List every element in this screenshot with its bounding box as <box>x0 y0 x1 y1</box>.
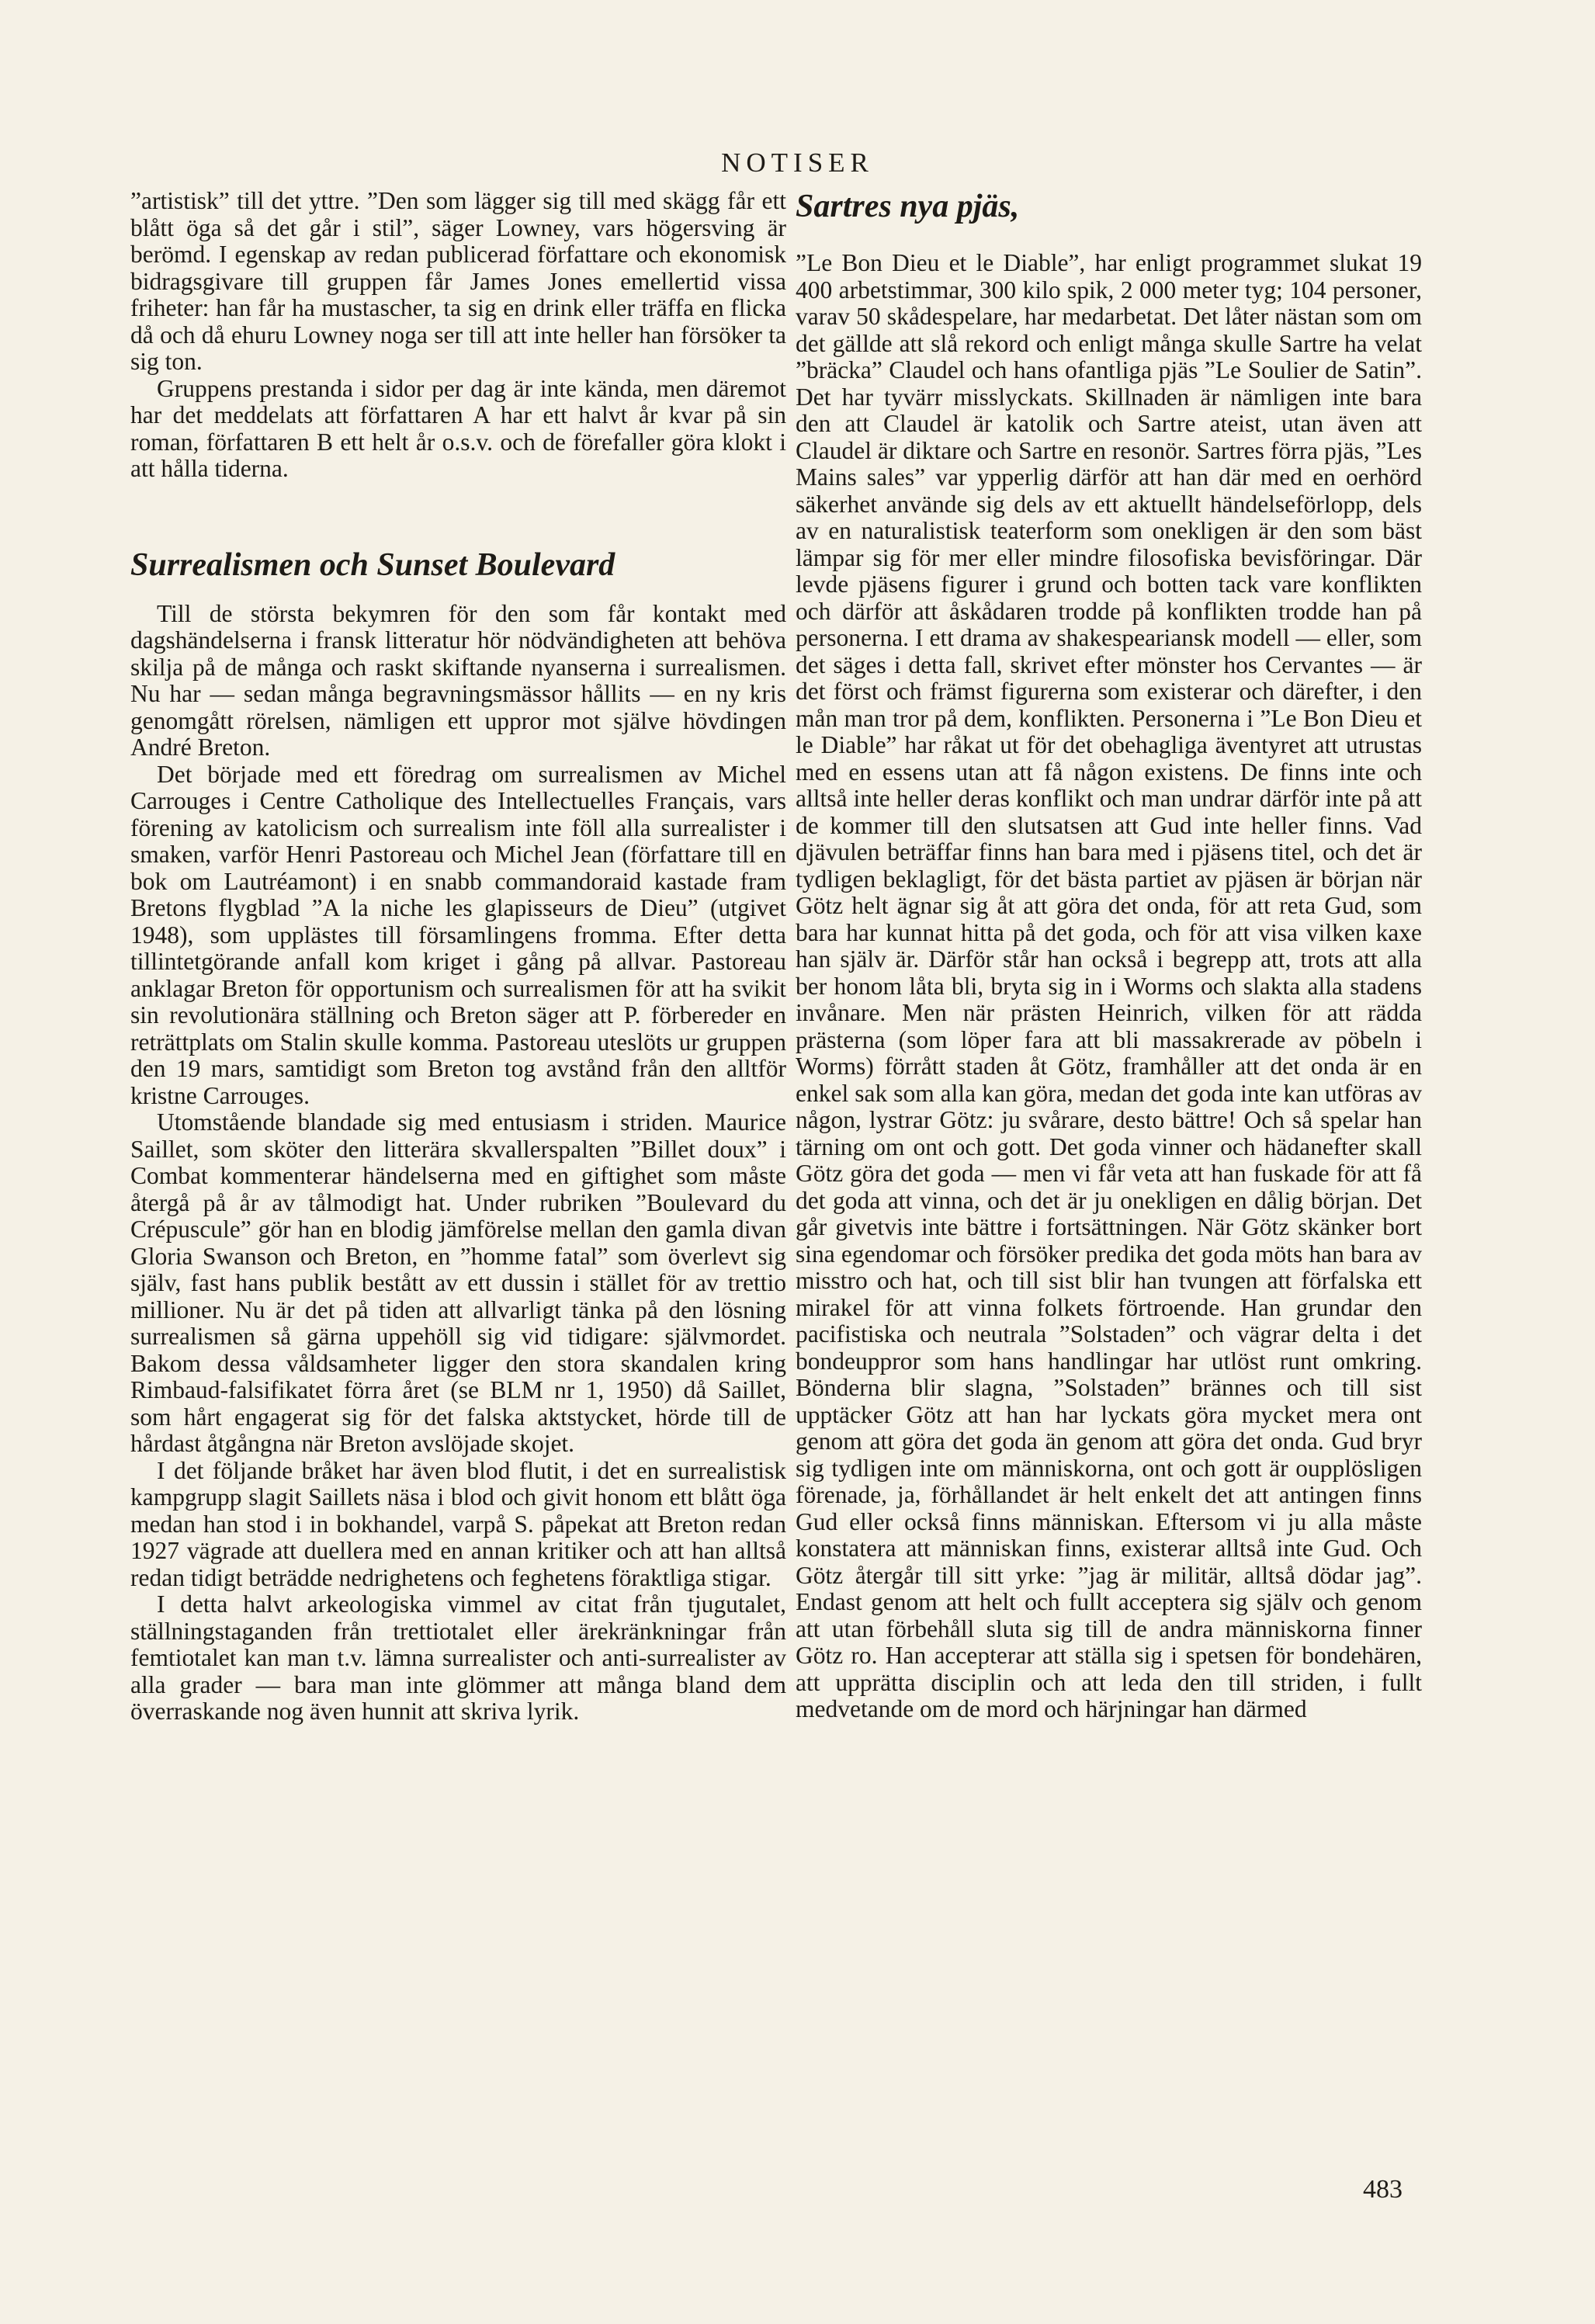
article-paragraph: I det följande bråket har även blod flutit, i det en surrealistisk kampgrupp slagit Saillets näsa i blod och givit honom ett blått öga medan han stod i in bokhandel, varpå S. påpekat att Breton redan 1927 vägrade att duellera med en annan kritiker och att han alltså redan tidigt beträdde nedrighetens och feghetens föraktliga stigar. <box>130 1456 786 1591</box>
article-paragraph: Det började med ett föredrag om surrealismen av Michel Carrouges i Centre Catholique des Intellectuelles Français, vars förening av katolicism och surrealism inte föll alla surrealister i smaken, varför Henri Pastoreau och Michel Jean (författare till en bok om Lautréamont) i en snabb commandoraid kastade fram Bretons flygblad ”A la niche les glapisseurs de Dieu” (utgivet 1948), som upplästes till församlingens fromma. Efter detta tillintetgörande anfall kom kriget i gång på allvar. Pastoreau anklagar Breton för opportunism och surrealismen för att ha svikit sin revolutionära ställning och Breton säger att P. förbereder en reträttplats om Stalin skulle komma. Pastoreau uteslöts ur gruppen den 19 mars, samtidigt som Breton tog avstånd från den alltför kristne Carrouges. <box>130 760 786 1109</box>
article-paragraph: Till de största bekymren för den som får kontakt med dagshändelserna i fransk litteratur hör nödvändigheten att behöva skilja på de många och raskt skiftande nyanserna i surrealismen. Nu har — sedan många begravningsmässor hållits — en ny kris genomgått rörelsen, nämligen ett uppror mot själve hövdingen André Breton. <box>130 599 786 761</box>
article-paragraph: I detta halvt arkeologiska vimmel av citat från tjugutalet, ställningstaganden från trettiotalet eller ärekränkningar från femtiotalet kan man t.v. lämna surrealister och anti-surrealister av alla grader — bara man inte glömmer att många bland dem överraskande nog även hunnit att skriva lyrik. <box>130 1590 786 1725</box>
article-paragraph: Utomstående blandade sig med entusiasm i striden. Maurice Saillet, som sköter den litterära skvallerspalten ”Billet doux” i Combat kommenterar händelserna med en giftighet som måste återgå på år av tålmodigt hat. Under rubriken ”Boulevard du Crépuscule” gör han en blodig jämförelse mellan den gamla divan Gloria Swanson och Breton, en ”homme fatal” som överlevt sig själv, fast hans publik bestått av ett dussin i stället för av trettio millioner. Nu är det på tiden att allvarligt tänka på den lösning surrealismen så gärna uppehöll sig vid tidigare: självmordet. Bakom dessa våldsamheter ligger den stora skandalen kring Rimbaud-falsifikatet förra året (se BLM nr 1, 1950) då Saillet, som hårt engagerat sig för det falska aktstycket, hörde till de hårdast åtgångna när Breton avslöjade skojet. <box>130 1108 786 1457</box>
article-paragraph: ”Le Bon Dieu et le Diable”, har enligt programmet slukat 19 400 arbetstimmar, 300 kilo spik, 2 000 meter tyg; 104 personer, varav 50 skådespelare, har medarbetat. Det låter nästan som om det gällde att slå rekord och enligt många skulle Sartre ha velat ”bräcka” Claudel och hans ofantliga pjäs ”Le Soulier de Satin”. Det har tyvärr misslyckats. Skillnaden är nämligen inte bara den att Claudel är katolik och Sartre ateist, utan även att Claudel är diktare och Sartre en resonör. Sartres förra pjäs, ”Les Mains sales” var ypperlig därför att han där med en oerhörd säkerhet använde sig dels av ett aktuellt händelseförlopp, dels av en naturalistisk teaterform som onekligen är den som bäst lämpar sig för mer eller mindre filosofiska bevisföringar. Där levde pjäsens figurer i grund och botten tack vare konflikten och därför att åskådaren trodde på konflikten trodde han på personerna. I ett drama av shakespeariansk modell — eller, som det säges i detta fall, skrivet efter mönster hos Cervantes — är det först och främst figurerna som existerar och därefter, i den mån man tror på dem, konflikten. Personerna i ”Le Bon Dieu et le Diable” har råkat ut för det obehagliga äventyret att utrustas med en essens utan att få någon existens. De finns inte och alltså inte heller deras konflikt och man undrar därför inte på att de kommer till den slutsatsen att Gud inte heller finns. Vad djävulen beträffar finns han bara med i pjäsens titel, och det är tydligen beklagligt, för det bästa partiet av pjäsen är början när Götz helt ägnar sig åt att göra det onda, för att reta Gud, som bara har kunnat hitta på det goda, och för att visa vilken kaxe han själv är. Därför står han också i begrepp att, trots att alla ber honom låta bli, bryta sig in i Worms och slakta alla stadens invånare. Men när prästen Heinrich, vilken för att rädda prästerna (som löper fara att bli massakrerade av pöbeln i Worms) förrått staden åt Götz, framhåller att det onda är en enkel sak som alla kan göra, medan det goda inte kan utföras av någon, lystrar Götz: ju svårare, desto bättre! Och så spelar han tärning om ont och gott. Det goda vinner och hädanefter skall Götz göra det goda — men vi får veta att han fuskade för att få det goda att vinna, och det är ju onekligen en dålig början. Det går givetvis inte bättre i fortsättningen. När Götz skänker bort sina egendomar och försöker predika det goda möts han bara av misstro och hat, och till sist blir han tvungen att förfalska ett mirakel för att vinna folkets förtroende. Han grundar den pacifistiska och neutrala ”Solstaden” och vägrar delta i det bondeuppror som hans handlingar har utlöst runt omkring. Bönderna blir slagna, ”Solstaden” brännes och till sist upptäcker Götz att han har lyckats göra mycket mera ont genom att göra det goda än genom att göra det onda. Gud bryr sig tydligen inte om människorna, ont och gott är oupplösligen förenade, ja, förhållandet är helt enkelt det att antingen finns Gud eller också finns människan. Eftersom vi ju alla måste konstatera att människan finns, existerar alltså inte Gud. Och Götz återgår till sitt yrke: ”jag är militär, alltså dödar jag”. Endast genom att helt och fullt acceptera sig själv och genom att utan förbehåll sluta sig till de andra människorna finner Götz ro. Han accepterar att ställa sig i spetsen för bondehären, att upprätta disciplin och att leda den till striden, i fullt medvetande om de mord och härjningar han därmed <box>796 249 1422 1722</box>
page-number: 483 <box>1363 2175 1403 2204</box>
right-column <box>796 188 1422 1723</box>
running-head: NOTISER <box>721 147 874 178</box>
intro-paragraph: Gruppens prestanda i sidor per dag är inte kända, men däremot har det meddelats att författaren A har ett halvt år kvar på sin roman, författaren B ett helt år o.s.v. och de förefaller göra klokt i att hålla tiderna. <box>130 374 786 482</box>
left-column <box>130 188 786 1726</box>
intro-paragraph: ”artistisk” till det yttre. ”Den som lägger sig till med skägg får ett blått öga så det går i stil”, säger Lowney, vars högersving är berömd. I egenskap av redan publicerad författare och ekonomisk bidragsgivare till gruppen får James Jones emellertid vissa friheter: han får ha mustascher, ta sig en drink eller träffa en flicka då och då ehuru Lowney noga ser till att inte heller han försöker ta sig ton. <box>130 187 786 375</box>
section-heading-sartre: Sartres nya pjäs, <box>796 189 1020 224</box>
section-heading-surrealism: Surrealismen och Sunset Boulevard <box>130 546 615 583</box>
